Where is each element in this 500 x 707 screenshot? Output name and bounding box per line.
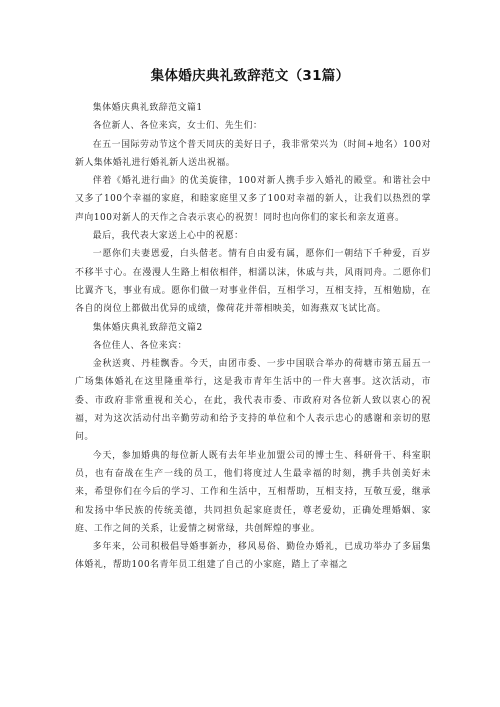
paragraph: 在五一国际劳动节这个普天同庆的美好日子，我非常荣兴为（时间+地名）100对新人集体婚礼进行婚礼新人送出祝福。 [75,139,431,168]
document-title: 集体婚庆典礼致辞范文（31篇） [150,68,350,84]
paragraph: 多年来，公司积极倡导婚事新办，移风易俗、勤俭办婚礼，已成功举办了多届集体婚礼，帮助100名青年员工组建了自己的小家庭，踏上了幸福之 [75,542,431,571]
document-body [75,99,431,575]
paragraph: 各位新人、各位来宾，女士们、先生们： [92,121,263,132]
section-heading: 集体婚庆典礼致辞范文篇2 [92,322,203,333]
paragraph: 金秋送爽、丹桂飘香。今天，由团市委、一步中国联合举办的荷塘市第五届五一广场集体婚礼在这里隆重举行，这是我市青年生活中的一件大喜事。这次活动，市委、市政府非常重视和关心，在此，我代表市委、市政府对各位新人致以衷心的祝福，对为这次活动付出辛勤劳动和给予支持的单位和个人表示忠心的感谢和亲切的慰问。 [75,359,431,443]
paragraph: 今天，参加婚典的每位新人既有去年毕业加盟公司的博士生、科研骨干、科室职员，也有奋战在生产一线的员工，他们将度过人生最幸福的时刻，携手共创美好未来，希望你们在今后的学习、工作和生活中，互相帮助，互相支持，互敬互爱，继承和发扬中华民族的传统美德，共同担负起家庭责任，尊老爱幼，正确处理婚姻、家庭、工作之间的关系，让爱情之树常绿，共创辉煌的事业。 [75,450,431,534]
paragraph: 最后，我代表大家送上心中的祝愿： [92,231,244,242]
section-heading: 集体婚庆典礼致辞范文篇1 [92,103,203,113]
paragraph: 各位佳人、各位来宾： [92,340,188,351]
paragraph: 伴着《婚礼进行曲》的优美旋律，100对新人携手步入婚礼的殿堂。和谐社会中又多了100个幸福的家庭，和睦家庭里又多了100对幸福的新人，让我们以热烈的掌声向100对新人的天作之合表示衷心的祝贺！同时也向你们的家长和亲友道喜。 [75,176,431,223]
paragraph: 一愿你们夫妻恩爱，白头偕老。情有自由爱有属，愿你们一朝结下千种爱，百岁不移半寸心。在漫漫人生路上相依相伴，相濡以沫，休戚与共，风雨同舟。二愿你们比翼齐飞，事业有成。愿你们做一对事业伴侣，互相学习，互相支持，互相勉励，在各自的岗位上都做出优异的成绩，像荷花并蒂相映美，如海燕双飞试比高。 [75,249,431,315]
